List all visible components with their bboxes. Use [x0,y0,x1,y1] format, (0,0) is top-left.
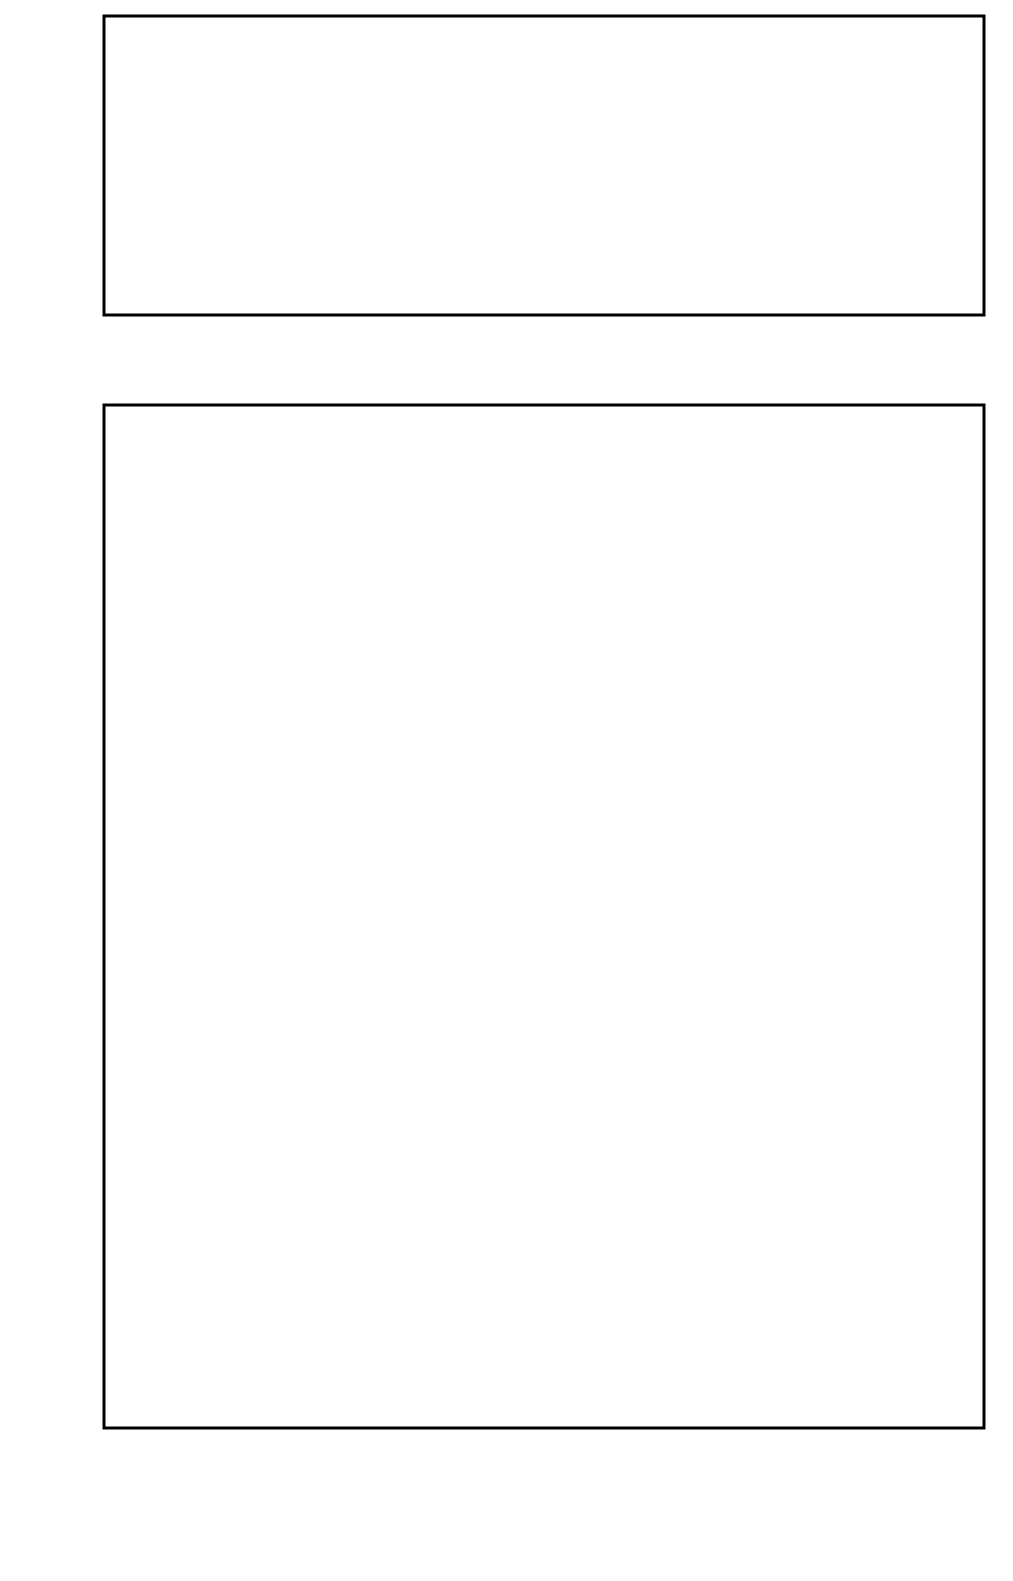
depth-profile-chart [104,16,984,315]
spectra-plot-frame [104,405,984,1428]
depth-profile-plot-frame [104,16,984,315]
spectra-chart [104,405,984,1428]
